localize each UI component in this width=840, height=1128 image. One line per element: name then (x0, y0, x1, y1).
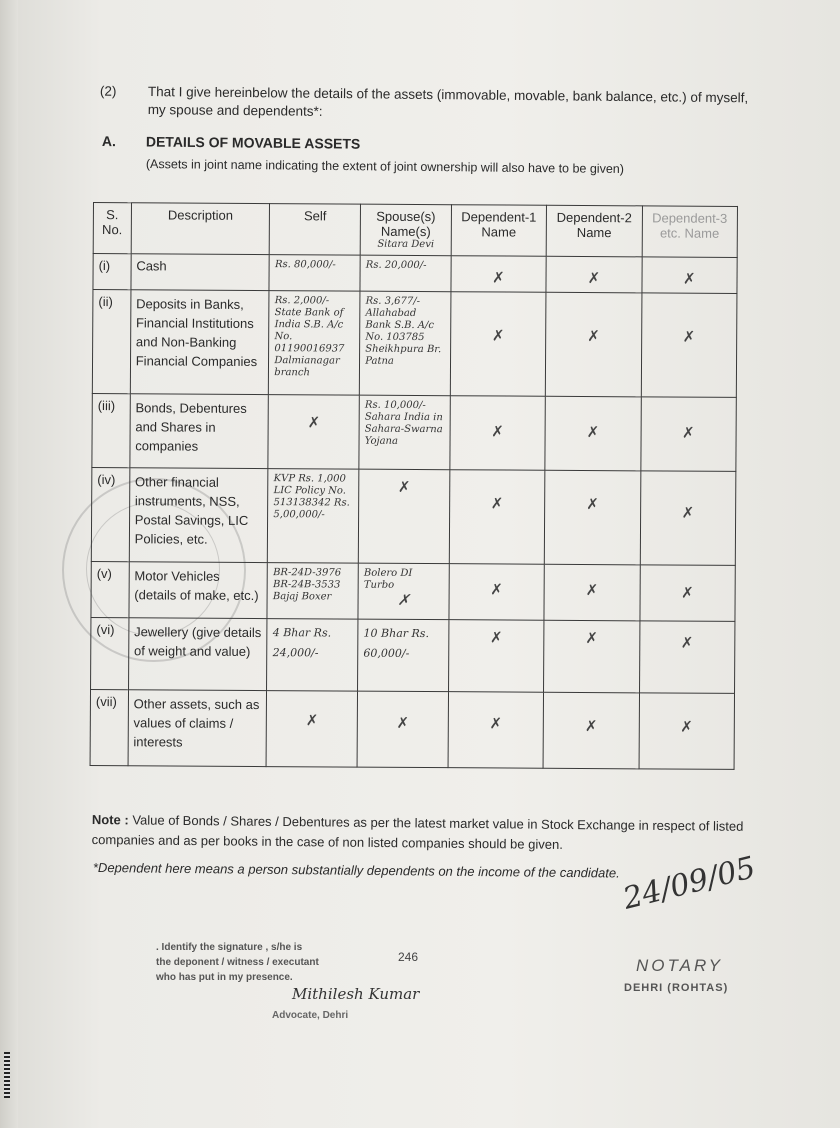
cell-description: Bonds, Debentures and Shares in companies (130, 394, 269, 469)
page-number: 246 (398, 950, 419, 964)
cross-mark: ✗ (584, 717, 598, 736)
cell-sno: (v) (91, 561, 129, 617)
table-row (92, 290, 737, 398)
header-dependent-2: Dependent-2 Name (546, 205, 642, 257)
cross-mark: ✗ (490, 580, 503, 599)
cross-mark: ✗ (681, 583, 694, 602)
cell-sno: (vii) (90, 689, 128, 765)
notary-place: DEHRI (ROHTAS) (624, 982, 729, 994)
cell-dependent-2 (546, 256, 642, 293)
cell-dependent-2 (544, 620, 640, 693)
cross-mark: ✗ (682, 327, 696, 346)
header-dependent-1: Dependent-1 Name (451, 205, 547, 257)
cell-dependent-2 (543, 692, 639, 769)
paragraph-text: That I give hereinbelow the details of the assets (immovable, movable, bank balance, etc.) of myself, my spouse and dependents*: (147, 84, 749, 119)
cell-description: Other assets, such as values of claims / interests (128, 690, 267, 767)
cell-dependent-3 (640, 471, 736, 566)
cell-dependent-1 (450, 396, 546, 471)
cross-mark: ✗ (585, 581, 599, 600)
cell-dependent-1 (449, 564, 545, 621)
section-letter: A. (101, 133, 116, 150)
advocate-signature: Mithilesh Kumar (292, 985, 420, 1003)
notary-stamp: NOTARY (636, 956, 723, 975)
cell-dependent-3 (640, 397, 736, 472)
table-row (92, 393, 736, 471)
cell-description: Deposits in Banks, Financial Institutions and Non-Banking Financial Companies (130, 290, 269, 395)
table-row (91, 561, 735, 621)
cross-mark: ✗ (682, 423, 695, 442)
cross-mark: ✗ (586, 423, 600, 442)
cell-dependent-1 (449, 470, 545, 565)
cell-description: Jewellery (give details of weight and value) (128, 618, 267, 691)
cell-self: KVP Rs. 1,000 LIC Policy No. 513138342 Rs. 5,00,000/- (268, 469, 359, 564)
cell-spouse: Rs. 3,677/- Allahabad Bank S.B. A/c No. 103785 Sheikhpura Br. Patna (360, 291, 451, 396)
header-spouse-label: Spouse(s) Name(s) (376, 208, 436, 240)
cell-spouse: Rs. 20,000/- (360, 255, 451, 292)
header-spouse (360, 204, 451, 256)
cell-dependent-2 (544, 470, 640, 565)
table-row (90, 689, 734, 769)
cell-dependent-3 (639, 693, 735, 770)
identification-stamp (156, 940, 319, 985)
cell-dependent-3 (642, 257, 738, 294)
advocate-stamp: Advocate, Dehri (272, 1010, 349, 1021)
cell-dependent-3 (639, 621, 735, 694)
cross-mark: ✗ (587, 269, 601, 288)
page-fold-shadow (0, 0, 18, 1128)
movable-assets-table (90, 202, 738, 770)
edge-barcode (4, 1052, 10, 1098)
stamp-line: . Identify the signature , s/he is (156, 942, 303, 953)
cross-mark: ✗ (587, 327, 600, 346)
spouse-vehicle: Bolero DI Turbo (363, 567, 413, 591)
section-title: DETAILS OF MOVABLE ASSETS (145, 133, 361, 152)
cell-self: BR-24D-3976 BR-24B-3533 Bajaj Boxer (267, 563, 358, 620)
cell-dependent-1 (451, 256, 547, 293)
cell-description: Cash (131, 254, 270, 291)
cell-sno: (vi) (91, 617, 129, 689)
table-row (91, 617, 735, 693)
cell-dependent-3 (640, 565, 736, 622)
cross-mark: ✗ (682, 269, 696, 288)
cell-dependent-2 (545, 396, 641, 471)
table-row (93, 254, 737, 294)
note-text: Value of Bonds / Shares / Debentures as per the latest market value in Stock Exchange in respect of listed companies and as per books in the case of non listed companies should be given. (91, 812, 744, 852)
cell-self: Rs. 80,000/- (269, 255, 360, 292)
cell-sno: (ii) (92, 290, 130, 394)
header-dependent-3: Dependent-3 etc. Name (642, 206, 738, 258)
table-row (91, 467, 736, 565)
cell-spouse: Rs. 10,000/- Sahara India in Sahara-Swarna Yojana (359, 395, 450, 470)
cell-sno: (iv) (91, 467, 129, 561)
cross-mark: ✗ (491, 422, 504, 441)
cross-mark: ✗ (491, 326, 505, 345)
cross-mark: ✗ (492, 268, 505, 287)
dependent-definition: *Dependent here means a person substantially dependents on the income of the candidate. (92, 860, 620, 881)
cell-dependent-1 (448, 620, 544, 693)
cell-dependent-1 (450, 292, 546, 397)
cross-mark: ✗ (397, 477, 411, 496)
cross-mark: ✗ (490, 494, 504, 513)
header-description: Description (131, 203, 270, 255)
cross-mark: ✗ (305, 711, 319, 730)
cross-mark: ✗ (680, 633, 694, 652)
cross-mark: ✗ (680, 717, 693, 736)
header-self: Self (270, 204, 361, 256)
cell-dependent-1 (448, 692, 544, 769)
cell-self: 4 Bhar Rs. 24,000/- (267, 619, 358, 692)
cell-spouse (358, 563, 449, 620)
note-label: Note : (91, 811, 129, 828)
cross-mark: ✗ (307, 413, 321, 432)
paragraph-number: (2) (99, 83, 117, 99)
cell-description: Other financial instruments, NSS, Postal Savings, LIC Policies, etc. (129, 468, 268, 563)
header-sno: S. No. (93, 203, 131, 254)
cross-mark: ✗ (396, 713, 410, 732)
stamp-line: the deponent / witness / executant (156, 957, 319, 968)
cell-dependent-2 (544, 564, 640, 621)
cross-mark: ✗ (489, 714, 503, 733)
cell-sno: (i) (93, 254, 131, 290)
cell-sno: (iii) (92, 393, 130, 467)
notary-signature: 24/09/05 (619, 850, 759, 917)
table-header-row (93, 203, 737, 258)
cross-mark: ✗ (397, 590, 410, 609)
cross-mark: ✗ (489, 628, 503, 647)
spouse-name: Sitara Devi (377, 238, 435, 251)
cell-spouse (357, 691, 448, 768)
cell-spouse (358, 469, 449, 564)
declaration-paragraph (99, 83, 760, 119)
section-subnote: (Assets in joint name indicating the extent of joint ownership will also have to be given) (145, 157, 625, 177)
cell-spouse: 10 Bhar Rs. 60,000/- (358, 619, 449, 692)
cell-self: Rs. 2,000/- State Bank of India S.B. A/c No. 01190016937 Dalmianagar branch (269, 291, 360, 396)
cell-self (268, 395, 359, 470)
stamp-line: who has put in my presence. (156, 972, 293, 983)
cell-dependent-3 (641, 293, 737, 398)
cross-mark: ✗ (585, 629, 599, 648)
cross-mark: ✗ (586, 495, 599, 514)
cell-description: Motor Vehicles (details of make, etc.) (129, 562, 268, 619)
note-paragraph (92, 810, 752, 857)
cell-self (266, 691, 357, 768)
cross-mark: ✗ (681, 503, 695, 522)
cell-dependent-2 (545, 292, 641, 397)
